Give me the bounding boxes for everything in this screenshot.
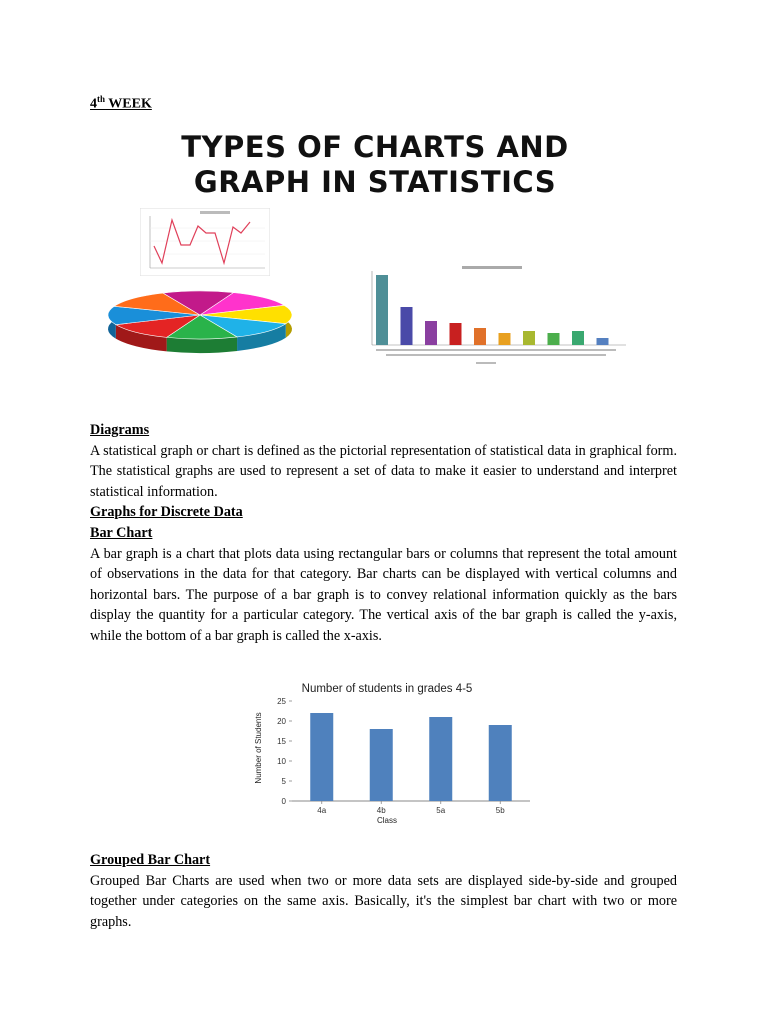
week-label: 4th WEEK bbox=[90, 94, 152, 112]
chart-y-axis-label: Number of Students bbox=[254, 712, 263, 784]
pie-chart-illustration bbox=[100, 285, 310, 355]
thumbnail-bar bbox=[474, 328, 486, 345]
bar-4a bbox=[310, 713, 333, 801]
thumbnail-bar bbox=[425, 321, 437, 345]
chart-x-axis-label: Class bbox=[376, 816, 398, 823]
bar-5b bbox=[489, 725, 512, 801]
banner-line-2: GRAPH IN STATISTICS bbox=[193, 165, 557, 199]
bar-5a bbox=[429, 717, 452, 801]
thumbnail-bar bbox=[597, 338, 609, 345]
y-tick-label: 10 bbox=[277, 757, 286, 766]
diagrams-section bbox=[90, 420, 677, 647]
bar-chart-illustration bbox=[356, 263, 632, 369]
diagrams-paragraph: A statistical graph or chart is defined as the pictorial representation of statistical data in graphical form. The statistical graphs are used to represent a set of data to make it easier to understand and interpret statistical information. bbox=[90, 442, 677, 500]
thumbnail-title-bar bbox=[462, 266, 522, 269]
thumbnail-bar bbox=[450, 323, 462, 345]
x-tick-label: 4b bbox=[376, 806, 386, 815]
y-tick-label: 5 bbox=[281, 777, 286, 786]
thumbnail-bar bbox=[376, 275, 388, 345]
diagrams-heading: Diagrams bbox=[90, 422, 150, 438]
chart-title: Number of students in grades 4-5 bbox=[301, 683, 473, 695]
page-banner bbox=[110, 130, 640, 200]
y-tick-label: 0 bbox=[281, 797, 286, 806]
bar-chart-paragraph: A bar graph is a chart that plots data using rectangular bars or columns that represent the total amount of observations in the data for that category. Bar charts can be displayed with vertical columns and horizontal bars. The purpose of a bar graph is to convey relational information quickly as the bars display the quantity for a particular category. The vertical axis of the bar graph is called the y-axis, while the bottom of a bar graph is called the x-axis. bbox=[90, 545, 677, 644]
banner-line-1: TYPES OF CHARTS AND bbox=[181, 130, 569, 164]
bar-4b bbox=[370, 729, 393, 801]
bar-chart-heading: Bar Chart bbox=[90, 524, 153, 541]
y-tick-label: 25 bbox=[277, 697, 286, 706]
thumbnail-bar bbox=[548, 333, 560, 345]
students-bar-chart bbox=[240, 673, 550, 823]
thumbnail-bar bbox=[401, 307, 413, 345]
discrete-data-heading: Graphs for Discrete Data bbox=[90, 504, 243, 521]
x-tick-label: 5a bbox=[436, 806, 446, 815]
thumbnail-bar bbox=[572, 331, 584, 345]
line-chart-illustration bbox=[140, 208, 270, 276]
x-tick-label: 5b bbox=[495, 806, 505, 815]
y-tick-label: 20 bbox=[277, 717, 286, 726]
thumbnail-title-bar bbox=[200, 211, 230, 214]
grouped-bar-section bbox=[90, 850, 677, 932]
thumbnail-bar bbox=[523, 331, 535, 345]
grouped-bar-paragraph: Grouped Bar Charts are used when two or more data sets are displayed side-by-side and grouped together under categories on the same axis. Basically, it's the simplest bar chart with two or more graphs. bbox=[90, 872, 677, 930]
thumbnail-bar bbox=[499, 333, 511, 345]
grouped-bar-heading: Grouped Bar Chart bbox=[90, 852, 211, 868]
pie-slice-side bbox=[167, 337, 237, 353]
y-tick-label: 15 bbox=[277, 737, 286, 746]
x-tick-label: 4a bbox=[317, 806, 327, 815]
